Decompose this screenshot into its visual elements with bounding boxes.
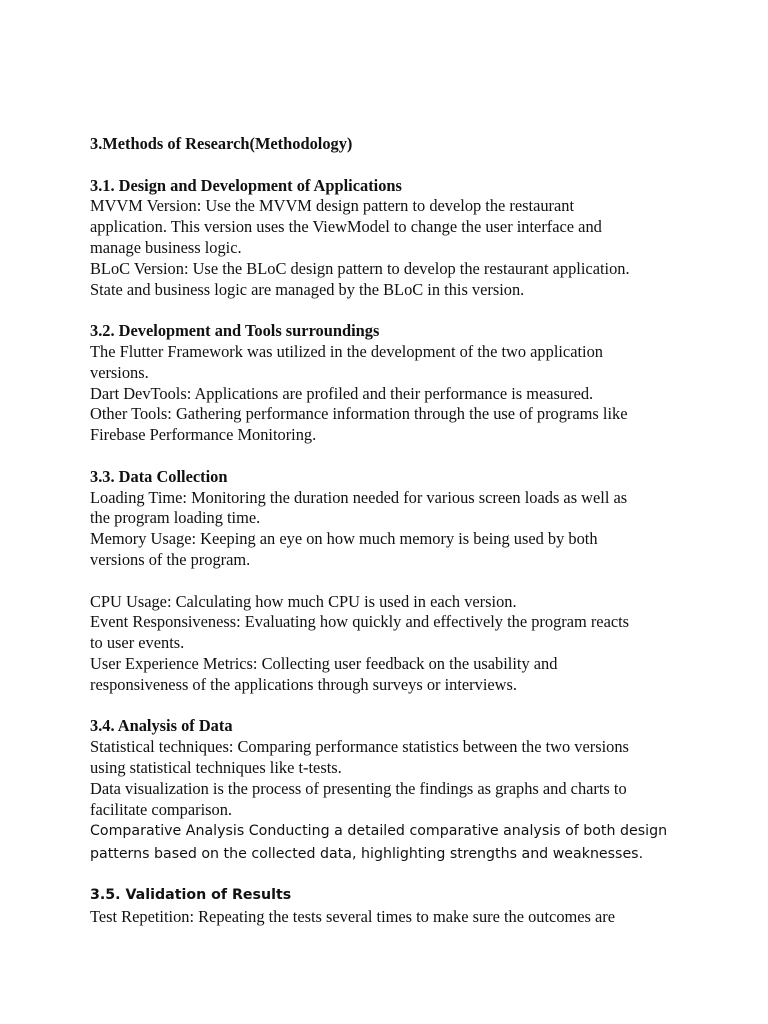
- paragraph-line: manage business logic.: [90, 237, 242, 257]
- spacer: [90, 696, 690, 717]
- subsection-heading-3-3: 3.3. Data Collection: [90, 466, 228, 486]
- paragraph-line: Test Repetition: Repeating the tests several times to make sure the outcomes are: [90, 907, 616, 927]
- paragraph-line: MVVM Version: Use the MVVM design pattern to develop the restaurant: [90, 196, 575, 216]
- paragraph-line: Data visualization is the process of presenting the findings as graphs and charts to: [90, 778, 627, 798]
- paragraph-line: BLoC Version: Use the BLoC design pattern to develop the restaurant application.: [90, 258, 630, 278]
- subsection-heading-3-1: 3.1. Design and Development of Applications: [90, 175, 402, 195]
- document-body: [90, 134, 690, 928]
- paragraph-line: Dart DevTools: Applications are profiled and their performance is measured.: [90, 383, 594, 403]
- paragraph-line: to user events.: [90, 633, 185, 653]
- paragraph-line: responsiveness of the applications through surveys or interviews.: [90, 674, 517, 694]
- paragraph-line: the program loading time.: [90, 508, 261, 528]
- paragraph-line: versions of the program.: [90, 549, 251, 569]
- subsection-heading-3-5: 3.5. Validation of Results: [90, 887, 292, 904]
- spacer: [90, 866, 690, 884]
- paragraph-line: Event Responsiveness: Evaluating how quickly and effectively the program reacts: [90, 612, 630, 632]
- spacer: [90, 446, 690, 467]
- subsection-heading-3-2: 3.2. Development and Tools surroundings: [90, 321, 380, 341]
- subsection-heading-3-4: 3.4. Analysis of Data: [90, 716, 233, 736]
- paragraph-line: State and business logic are managed by the BLoC in this version.: [90, 279, 525, 299]
- paragraph-line: CPU Usage: Calculating how much CPU is used in each version.: [90, 591, 517, 611]
- paragraph-line: Memory Usage: Keeping an eye on how much memory is being used by both: [90, 529, 598, 549]
- paragraph-line: The Flutter Framework was utilized in the development of the two application: [90, 341, 603, 361]
- paragraph-line: User Experience Metrics: Collecting user feedback on the usability and: [90, 653, 558, 673]
- paragraph-line-sans: patterns based on the collected data, highlighting strengths and weaknesses.: [90, 846, 644, 863]
- paragraph-line: Loading Time: Monitoring the duration needed for various screen loads as well as: [90, 487, 628, 507]
- paragraph-line: Statistical techniques: Comparing performance statistics between the two versions: [90, 737, 629, 757]
- paragraph-line: versions.: [90, 362, 149, 382]
- paragraph-line: application. This version uses the ViewModel to change the user interface and: [90, 217, 602, 237]
- paragraph-line: Firebase Performance Monitoring.: [90, 425, 317, 445]
- spacer: [90, 300, 690, 321]
- paragraph-line-sans: Comparative Analysis Conducting a detailed comparative analysis of both design: [90, 823, 668, 840]
- spacer: [90, 571, 690, 592]
- paragraph-line: facilitate comparison.: [90, 799, 232, 819]
- paragraph-line: using statistical techniques like t-tests.: [90, 757, 342, 777]
- section-heading-methods: 3.Methods of Research(Methodology): [90, 134, 353, 153]
- paragraph-line: Other Tools: Gathering performance information through the use of programs like: [90, 404, 628, 424]
- spacer: [90, 155, 690, 176]
